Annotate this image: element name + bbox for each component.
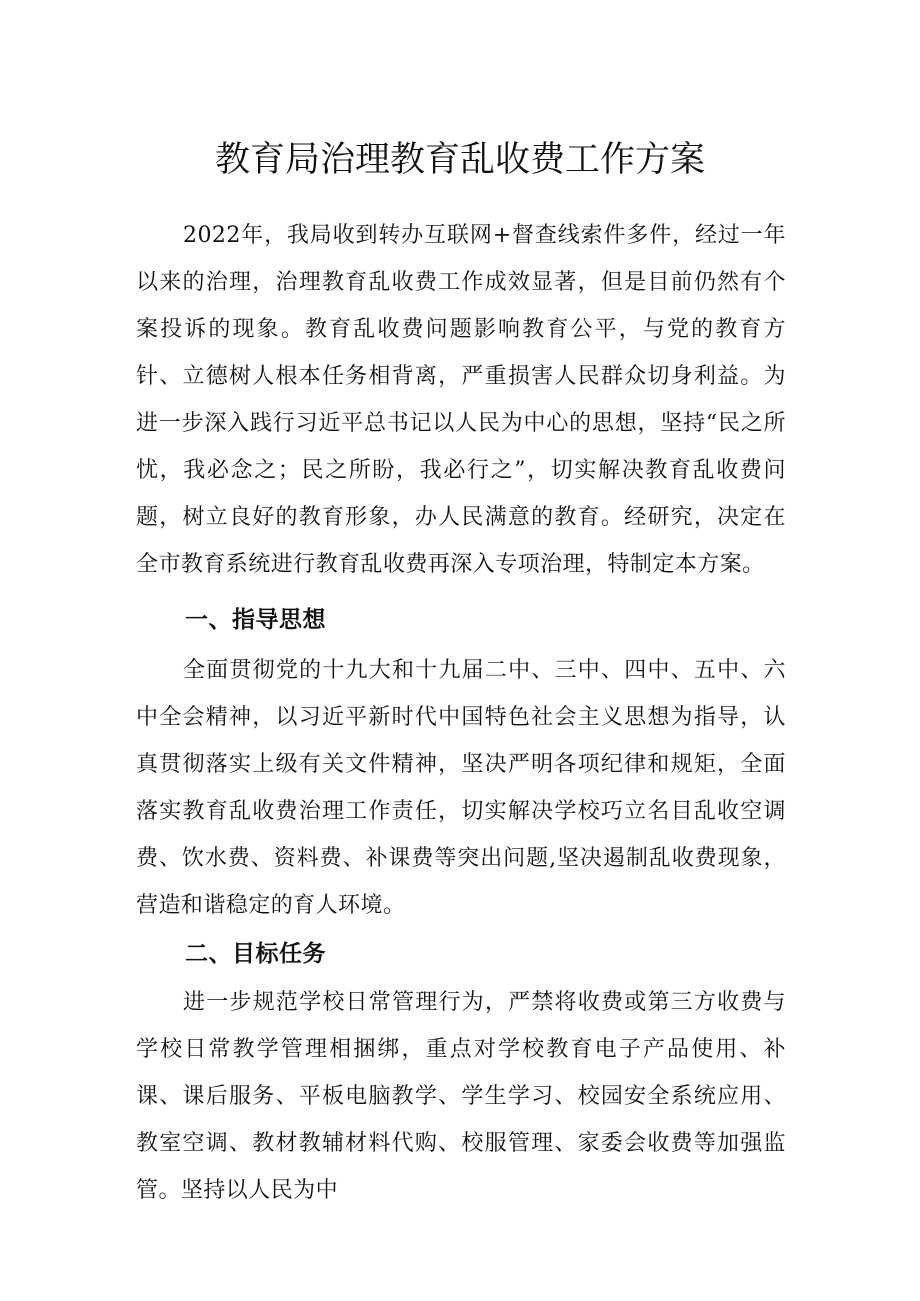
section-body-target-tasks: 进一步规范学校日常管理行为，严禁将收费或第三方收费与学校日常教学管理相捆绑，重点对学校教育电子产品使用、补课、课后服务、平板电脑教学、学生学习、校园安全系统应用、教室空调、教材教辅材料代购、校服管理、家委会收费等加强监管。坚持以人民为中 <box>136 990 786 1203</box>
section-heading-guiding-ideology: 一、指导思想 <box>185 607 326 633</box>
document-title: 教育局治理教育乱收费工作方案 <box>214 140 705 180</box>
section-heading-target-tasks: 二、目标任务 <box>185 941 326 967</box>
section-body-guiding-ideology: 全面贯彻党的十九大和十九届二中、三中、四中、五中、六中全会精神，以习近平新时代中国特色社会主义思想为指导，认真贯彻落实上级有关文件精神，坚决严明各项纪律和规矩，全面落实教育乱收费治理工作责任，切实解决学校巧立名目乱收空调费、饮水费、资料费、补课费等突出问题,坚决遏制乱收费现象，营造和谐稳定的育人环境。 <box>136 658 786 918</box>
intro-paragraph: 2022年，我局收到转办互联网+督查线索件多件，经过一年以来的治理，治理教育乱收费工作成效显著，但是目前仍然有个案投诉的现象。教育乱收费问题影响教育公平，与党的教育方针、立德树人根本任务相背离，严重损害人民群众切身利益。为进一步深入践行习近平总书记以人民为中心的思想，坚持“民之所忧，我必念之；民之所盼，我必行之”，切实解决教育乱收费问题，树立良好的教育形象，办人民满意的教育。经研究，决定在全市教育系统进行教育乱收费再深入专项治理，特制定本方案。 <box>136 223 786 577</box>
